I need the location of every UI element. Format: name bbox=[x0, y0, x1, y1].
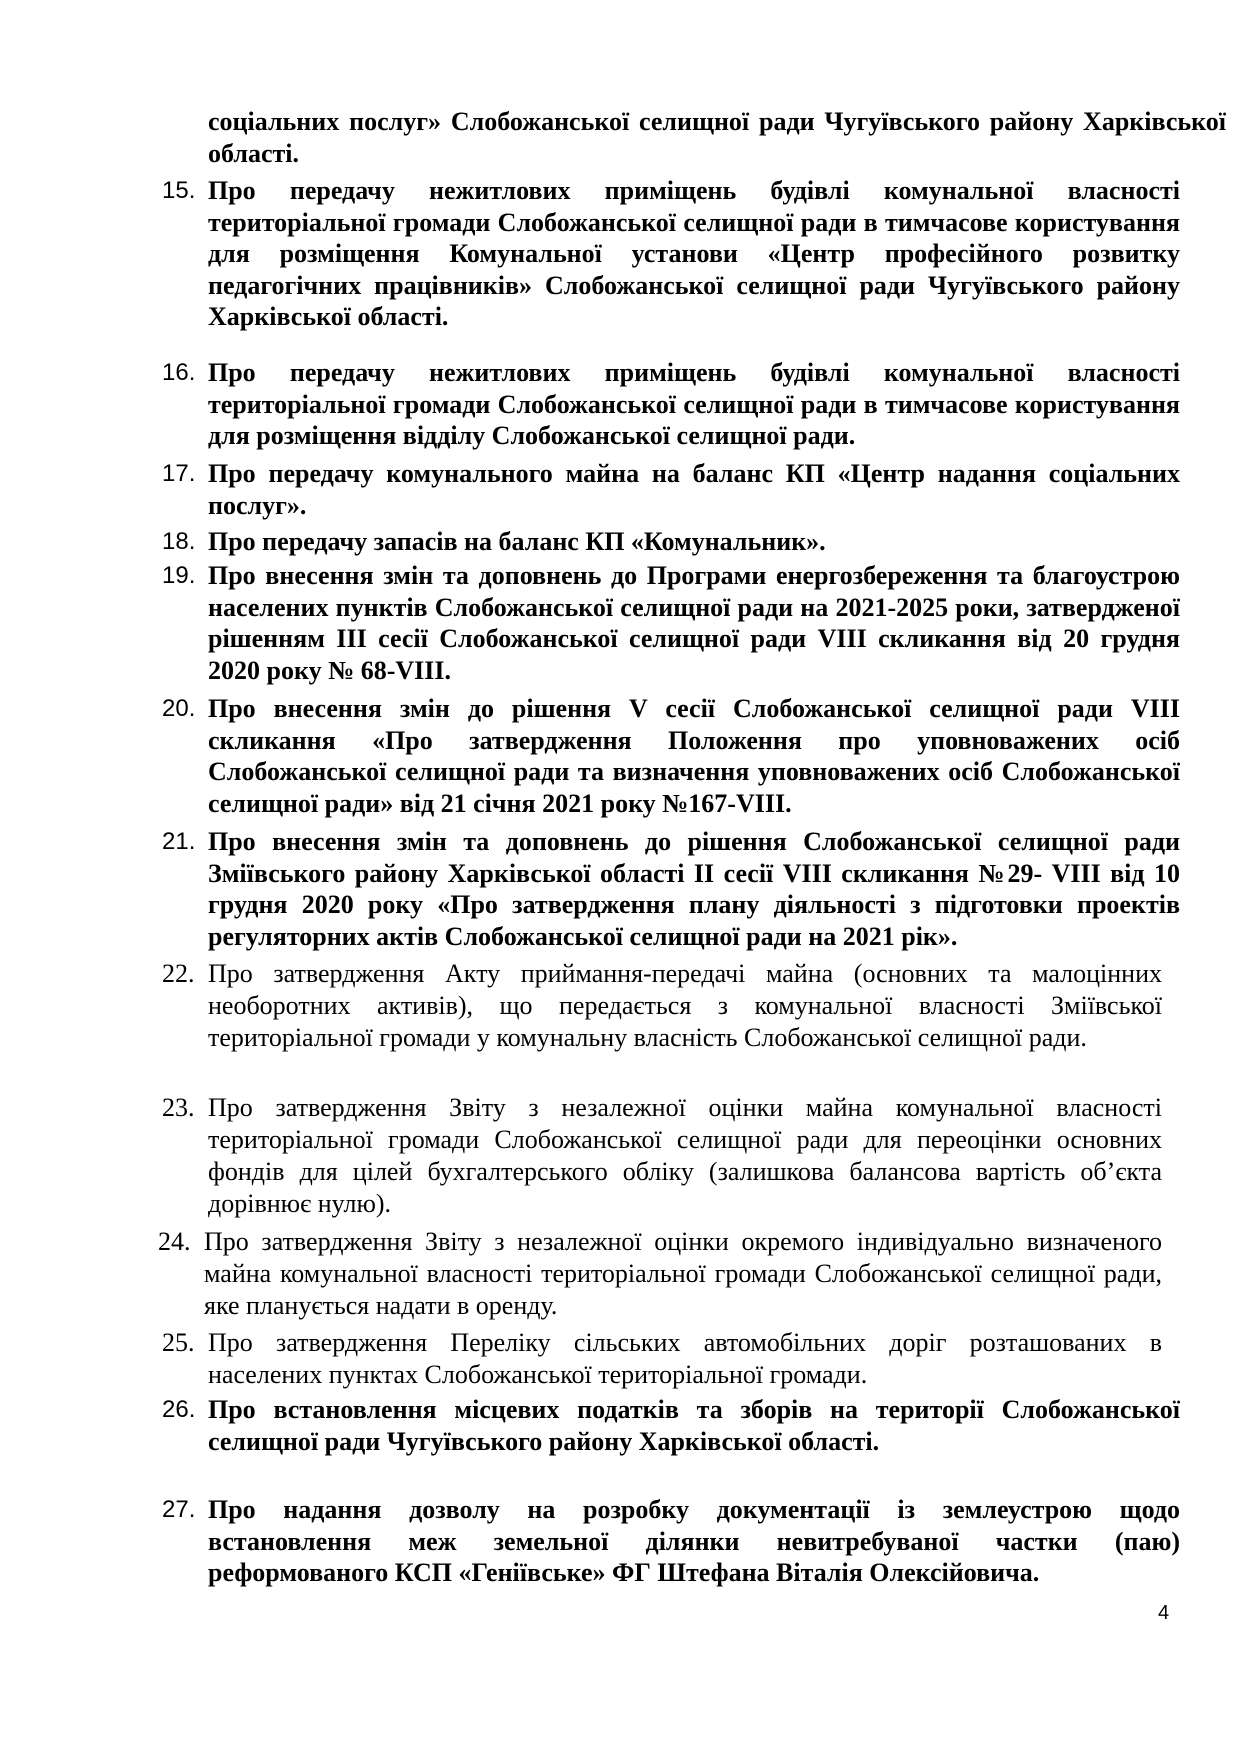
page-number: 4 bbox=[1158, 1602, 1170, 1624]
item-number: 19. bbox=[162, 562, 196, 589]
item-text: Про внесення змін та доповнень до рішення Слобожанської селищної ради Зміївського району Харківської області ІІ сесії VІІІ скликання №29- VІІІ від 10 грудня 2020 року «Про затвердження плану діяльності з підготовки проектів регуляторних актів Слобожанської селищної ради на 2021 рік». bbox=[208, 827, 1180, 951]
item-number: 18. bbox=[162, 528, 196, 555]
item-number: 17. bbox=[162, 460, 196, 487]
item-number: 21. bbox=[162, 828, 196, 855]
agenda-item-25 bbox=[162, 1327, 1162, 1391]
item-text: Про затвердження Звіту з незалежної оцінки окремого індивідуально визначеного майна комунальної власності територіальної громади Слобожанської селищної ради, яке планується надати в оренду. bbox=[204, 1227, 1162, 1320]
item-number: 27. bbox=[162, 1496, 196, 1523]
item-number: 20. bbox=[162, 695, 196, 722]
item-number: 22. bbox=[162, 959, 195, 988]
item-text: Про затвердження Звіту з незалежної оцінки майна комунальної власності територіальної громади Слобожанської селищної ради для переоцінки основних фондів для цілей бухгалтерського обліку (залишкова балансова вартість об’єкта дорівнює нулю). bbox=[208, 1093, 1162, 1218]
item-text: Про встановлення місцевих податків та зборів на території Слобожанської селищної ради Чугуївського району Харківської області. bbox=[208, 1395, 1180, 1456]
item-number: 15. bbox=[162, 177, 196, 204]
item-number: 25. bbox=[162, 1328, 195, 1357]
continuation-paragraph bbox=[162, 106, 1226, 169]
item-text: Про передачу нежитлових приміщень будівлі комунальної власності територіальної громади Слобожанської селищної ради в тимчасове користування для розміщення відділу Слобожанської селищної ради. bbox=[208, 358, 1180, 450]
item-text: Про затвердження Переліку сільських автомобільних доріг розташованих в населених пунктах Слобожанської територіальної громади. bbox=[208, 1328, 1162, 1389]
item-text: Про затвердження Акту приймання-передачі майна (основних та малоцінних необоротних активів), що передається з комунальної власності Зміївської територіальної громади у комунальну власність Слобожанської селищної ради. bbox=[208, 959, 1162, 1052]
item-text: Про передачу запасів на баланс КП «Комунальник». bbox=[208, 527, 826, 556]
agenda-item-16 bbox=[162, 357, 1180, 452]
agenda-item-27 bbox=[162, 1494, 1180, 1589]
agenda-item-15 bbox=[162, 175, 1180, 333]
item-number: 26. bbox=[162, 1396, 196, 1423]
item-text: Про внесення змін до рішення V сесії Слобожанської селищної ради VIII скликання «Про затвердження Положення про уповноважених осіб Слобожанської селищної ради та визначення уповноважених осіб Слобожанської селищної ради» від 21 січня 2021 року №167-VIII. bbox=[208, 694, 1180, 818]
item-text: Про внесення змін та доповнень до Програми енергозбереження та благоустрою населених пунктів Слобожанської селищної ради на 2021-2025 роки, затвердженої рішенням ІІІ сесії Слобожанської селищної ради VІІІ скликання від 20 грудня 2020 року № 68-VІІІ. bbox=[208, 561, 1180, 685]
agenda-item-26 bbox=[162, 1394, 1180, 1457]
item-text: Про передачу комунального майна на баланс КП «Центр надання соціальних послуг». bbox=[208, 459, 1180, 520]
continuation-text: соціальних послуг» Слобожанської селищної ради Чугуївського району Харківської області. bbox=[208, 107, 1226, 168]
agenda-item-22 bbox=[162, 958, 1162, 1054]
agenda-item-21 bbox=[162, 826, 1180, 952]
item-number: 16. bbox=[162, 359, 196, 386]
item-text: Про передачу нежитлових приміщень будівлі комунальної власності територіальної громади Слобожанської селищної ради в тимчасове користування для розміщення Комунальної установи «Центр професійного розвитку педагогічних працівників» Слобожанської селищної ради Чугуївського району Харківської області. bbox=[208, 176, 1180, 331]
agenda-item-17 bbox=[162, 458, 1180, 521]
item-text: Про надання дозволу на розробку документації із землеустрою щодо встановлення меж земельної ділянки невитребуваної частки (паю) реформованого КСП «Геніївське» ФГ Штефана Віталія Олексійовича. bbox=[208, 1495, 1180, 1587]
agenda-item-18 bbox=[162, 526, 1180, 558]
agenda-item-19 bbox=[162, 560, 1180, 686]
item-number: 24. bbox=[158, 1227, 191, 1256]
agenda-item-24 bbox=[158, 1226, 1162, 1322]
item-number: 23. bbox=[162, 1093, 195, 1122]
agenda-item-23 bbox=[162, 1092, 1162, 1220]
agenda-item-20 bbox=[162, 693, 1180, 819]
